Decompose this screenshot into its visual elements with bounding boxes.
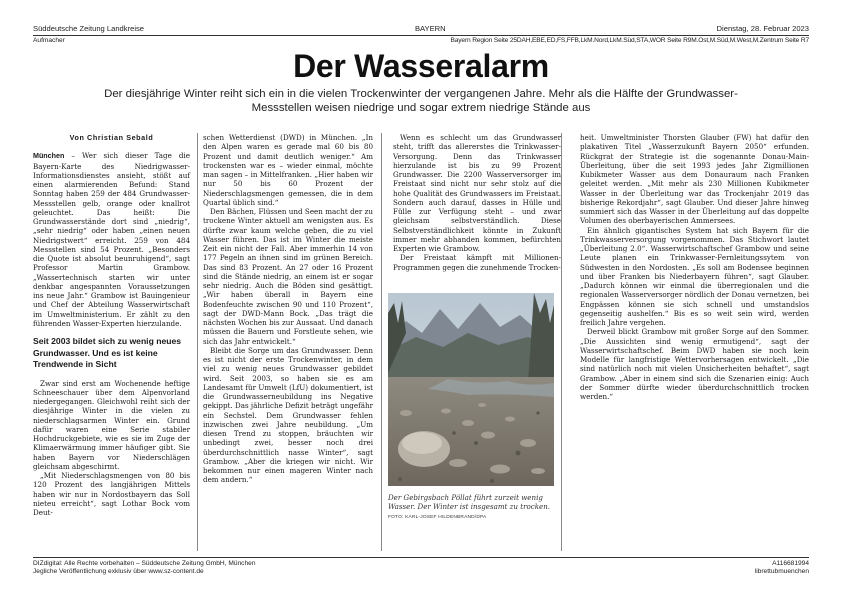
page-references: Bayern Region Seite 25DAH,EBE,ED,FS,FFB,LkM.Nord,LkM.Süd,STA,WOR Seite R9M.Ost,M.Süd,M.West,M.Zentrum Seite R7 <box>450 37 809 44</box>
article-column-2 <box>203 133 373 485</box>
section-name: BAYERN <box>414 24 446 33</box>
byline: Von Christian Sebald <box>69 133 154 142</box>
photo-caption <box>388 493 556 522</box>
column-divider <box>561 133 562 551</box>
riverbed-photo <box>388 293 554 486</box>
article-column-3 <box>393 133 561 272</box>
article-headline: Der Wasseralarm <box>293 48 549 84</box>
photo-credit: FOTO: KARL-JOSEF HILDENBRAND/DPA <box>388 515 487 520</box>
body-paragraph: heit. Umweltminister Thorsten Glauber (FW) hat dafür den plakativen Titel „Wasserzukunft Bayern 2050“ erfunden. Rückgrat der Strategie ist die sogenannte Donau-Main-Überleitung, über die seit 1993 jedes Jahr Zigmillionen Kubikmeter Wasser aus dem Donauraum nach Franken geleitet werden. „Mit mehr als 230 Millionen Kubikmeter Wasser in der Überleitung war das Trockenjahr 2019 das bisherige Rekordjahr“, sagt Glauber. Und dieser Jahre hinweg summiert sich das Wasser in der Überleitung auf das doppelte Volumen des oberbayerischen Ammersees. <box>580 133 809 226</box>
body-paragraph: Derweil blickt Grambow mit großer Sorge auf den Sommer. „Die Aussichten sind wenig ermutigend“, sagt der Wasserwirtschaftschef. Beim DWD haben sie noch kein Modelle für langfristige Wettervorhersagen entwickelt. „Die sind natürlich noch mit vielen Unsicherheiten behaftet“, sagt Grambow. „Aber in einem sind sich die Szenarien einig: Auch der Sommer dürfte wieder überdurchschnittlich trocken werden.“ <box>580 327 809 401</box>
body-paragraph: Bleibt die Sorge um das Grundwasser. Denn es ist nicht der erste Trockenwinter, in dem viel zu wenig neues Grundwasser gebildet wird. Seit 2003, so haben sie es am Landesamt für Umwelt (LfU) dokumentiert, ist die Grundwasserneubildung ins Negative gekippt. Das jährliche Defizit beträgt ungefähr ein Sechstel. Dem Grundwasser fehlen inzwischen zwei Jahre neubildung. „Um diesen Trend zu stoppen, bräuchten wir unbedingt zwei, besser noch drei überdurchschnittlich nasse Winter“, sagt Grambow. „Aber die kriegen wir nicht. Wir bekommen nur einen mageren Winter nach dem andern.“ <box>203 345 373 485</box>
body-paragraph: Den Bächen, Flüssen und Seen macht der zu trockene Winter aktuell am wenigsten aus. Es dürfte zwar kaum welche geben, die zu viel Wasser führen. Das ist im Winter die meiste Zeit ein nicht der Fall. Aber immerhin 14 von 177 Pegeln an ihnen sind im grünen Bereich. Das sind 83 Prozent. An 27 oder 16 Prozent sind die Stände niedrig, an einem ist er sogar sehr niedrig. Auch die Böden sind gesättigt. „Wir haben überall in Bayern eine Bodenfeuchte zwischen 90 und 110 Prozent“, sagt der DWD-Mann Bock. „Das trägt die nächsten Wochen bis zur Aussaat. Und danach müssen die Bauern und Forstleute sehen, wie sich das Jahr entwickelt.“ <box>203 207 373 346</box>
rubric-label: Aufmacher <box>33 37 65 44</box>
dateline: München <box>33 152 65 161</box>
body-paragraph: „Mit Niederschlagsmengen von 80 bis 120 Prozent des langjährigen Mittels haben wir nur in Nordostbayern das Soll nieteu erreicht“, sagt Lothar Bock vom Deut- <box>33 471 190 517</box>
document-id: A116681994 <box>772 560 809 567</box>
footer-rights <box>33 560 255 576</box>
footer-ids <box>755 560 809 576</box>
body-paragraph: Der Freistaat kämpft mit Millionen-Programmen gegen die zunehmende Trocken- <box>393 253 561 272</box>
publication-name: Süddeutsche Zeitung Landkreise <box>33 24 145 33</box>
page-info-bar <box>33 37 809 44</box>
masthead-bar <box>33 24 809 35</box>
article-column-4 <box>580 133 809 401</box>
column-divider <box>197 133 198 551</box>
copyright-notice: DIZdigital: Alle Rechte vorbehalten – Süddeutsche Zeitung GmbH, München <box>33 560 256 567</box>
article-column-1 <box>33 133 190 517</box>
body-paragraph: schen Wetterdienst (DWD) in München. „In den Alpen waren es gerade mal 60 bis 80 Prozent und damit deutlich weniger.“ Am trockensten war es – wieder einmal, möchte man sagen – in Mittelfranken. „Hier haben wir nur 50 bis 60 Prozent der Niederschlagsmengen gemessen, die in dem Quartal üblich sind.“ <box>203 133 373 207</box>
column-divider <box>381 133 382 551</box>
header-divider <box>33 35 809 36</box>
body-paragraph: Ein ähnlich gigantisches System hat sich Bayern für die Trinkwasserversorgung vorgenommen. Das Stichwort lautet „Überleitung 2.0“. Wasserwirtschaftschef Grambow und seine Leute planen ein Trinkwasser-Fernleitungssytem von Südwesten in den Nordosten. „Es soll am Bodensee beginnen und über Franken bis Niederbayern führen“, sagt Glauber. „Dadurch können wir einmal die überregionalen und die regionalen Wasserversorger nördlich der Donau vernetzen, bei Engpässen können sie sich schnell und umstandslos gegenseitig aushelfen.“ Bis es so weit sein wird, werden freilich Jahre vergehen. <box>580 225 809 327</box>
lead-text: – Wer sich dieser Tage die Bayern-Karte des Niedrigwasser-Informationsdienstes ansieht, stößt auf einen alarmierenden Befund: Stand Sonntag haben 259 der 484 Grundwasser-Messstellen gelb, orange oder knallrot geleuchtet. Das heißt: Die Grundwasserstände dort sind „niedrig“, „sehr niedrig“ oder haben „einen neuen Niedrigstwert“ erreicht. 259 von 484 Messstellen sind 54 Prozent. „Besonders die Quote ist absolut beunruhigend“, sagt Professor Martin Grambow. „Wassertechnisch starten wir unter denkbar angespannten Voraussetzungen ins neue Jahr.“ Grambow ist Bauingenieur und Chef der Abteilung Wasserwirtschaft im Umweltministerium. Er zählt zu den führenden Wasser-Experten hierzulande. <box>33 151 190 328</box>
article-photo <box>388 293 554 486</box>
footer-divider <box>33 557 809 558</box>
article-dek: Der diesjährige Winter reiht sich ein in die vielen Trockenwinter der vergangenen Jahre. Mehr als die Hälfte der Grundwasser-Messstellen weisen niedrige und sogar extrem niedrige Stände aus <box>104 88 738 114</box>
body-paragraph: Zwar sind erst am Wochenende heftige Schneeschauer über dem Alpenvorland niedergegangen. Gleichwohl reiht sich der diesjährige Winter in die vielen zu niederschlagsarmen Winter ein. Grund dafür waren eine Serie stabiler Hochdruckgebiete, wie es sie im Zuge der Klimaerwärmung immer häufiger gibt. Sie haben Bayern vor Niederschlägen gleichsam abgeschirmt. <box>33 378 190 471</box>
user-id: librettubmuenchen <box>754 568 809 575</box>
body-paragraph: Wenn es schlecht um das Grundwasser steht, trifft das allererstes die Trinkwasser-Versorgung. Denn das Trinkwasser hierzulande ist bis zu 99 Prozent Grundwasser. Die 2200 Wasserversorger im Freistaat sind nicht nur sehr stolz auf die hohe Qualität des Grundwassers im Freistaat. Sondern auch darauf, dasses in Hülle und Fülle zur Verfügung steht – und zwar gleichsam selbstverständlich. Diese Selbstverständlichkeit könnte in Zukunft immer mehr abhanden kommen, befürchten Experten wie Grambow. <box>393 133 561 253</box>
article-subhead: Seit 2003 bildet sich zu wenig neues Grundwasser. Und es ist keine Trendwende in Sicht <box>33 336 182 369</box>
lead-paragraph <box>33 151 190 328</box>
issue-date: Dienstag, 28. Februar 2023 <box>716 24 809 33</box>
license-notice: Jegliche Veröffentlichung exklusiv über www.sz-content.de <box>33 568 204 575</box>
caption-text: Der Gebirgsbach Pöllat führt zurzeit wenig Wasser. Der Winter ist insgesamt zu trocken. <box>388 493 551 511</box>
